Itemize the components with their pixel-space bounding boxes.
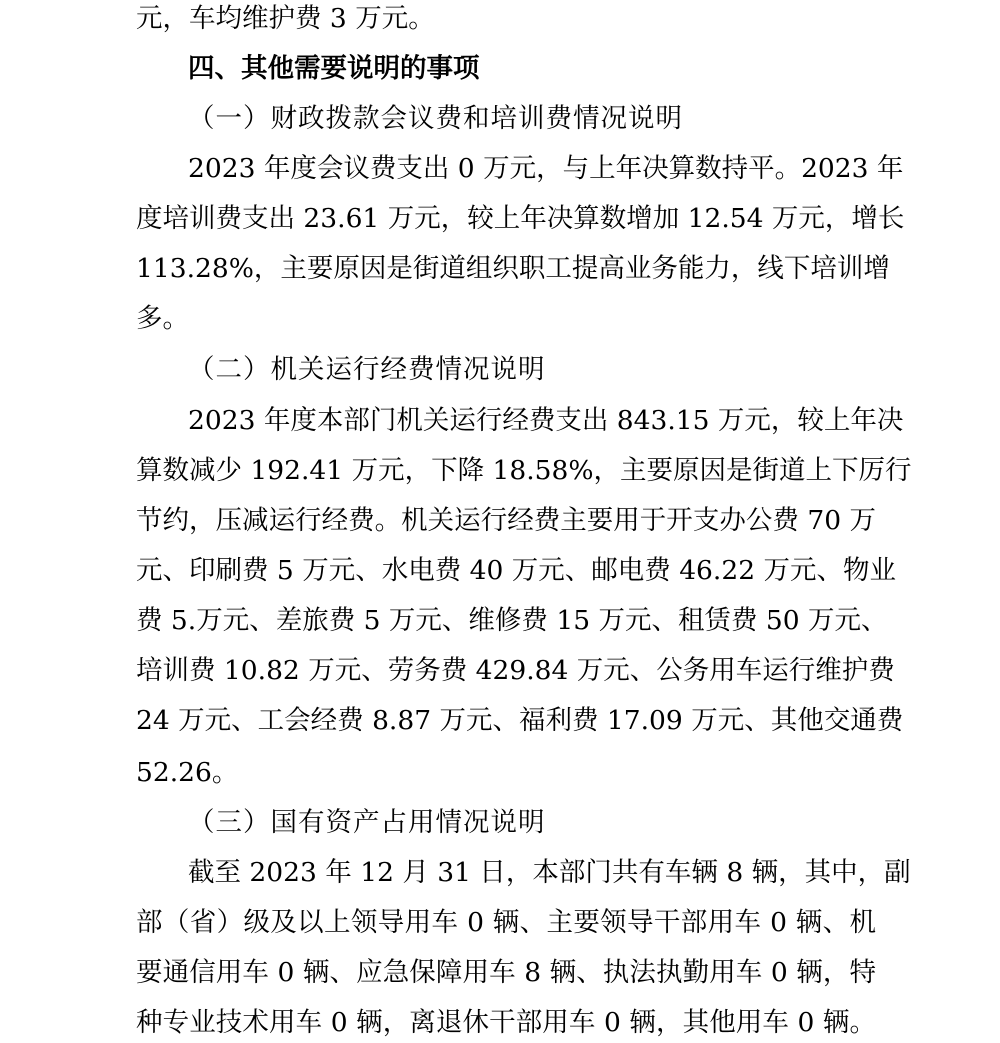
text-line-6: 113.28%，主要原因是街道组织职工提高业务能力，线下培训增 — [136, 253, 890, 284]
text-line-11: 节约，压减运行经费。机关运行经费主要用于开支办公费 70 万 — [136, 505, 876, 536]
text-line-1: 元，车均维护费 3 万元。 — [136, 3, 435, 34]
subheading-meeting-training-fees: （一）财政拨款会议费和培训费情况说明 — [188, 103, 683, 134]
text-line-13: 费 5.万元、差旅费 5 万元、维修费 15 万元、租赁费 50 万元、 — [136, 605, 888, 636]
text-line-14: 培训费 10.82 万元、劳务费 429.84 万元、公务用车运行维护费 — [136, 655, 895, 686]
subheading-operating-funds: （二）机关运行经费情况说明 — [188, 354, 546, 385]
text-line-5: 度培训费支出 23.61 万元，较上年决算数增加 12.54 万元，增长 — [136, 203, 905, 234]
subheading-state-assets: （三）国有资产占用情况说明 — [188, 807, 546, 838]
text-line-16: 52.26。 — [136, 757, 239, 788]
text-line-21: 种专业技术用车 0 辆，离退休干部用车 0 辆，其他用车 0 辆。 — [136, 1007, 876, 1038]
text-line-10: 算数减少 192.41 万元，下降 18.58%，主要原因是街道上下厉行 — [136, 455, 912, 486]
text-line-4: 2023 年度会议费支出 0 万元，与上年决算数持平。2023 年 — [188, 153, 904, 184]
text-line-19: 部（省）级及以上领导用车 0 辆、主要领导干部用车 0 辆、机 — [136, 907, 876, 938]
text-line-12: 元、印刷费 5 万元、水电费 40 万元、邮电费 46.22 万元、物业 — [136, 555, 896, 586]
text-line-9: 2023 年度本部门机关运行经费支出 843.15 万元，较上年决 — [188, 405, 904, 436]
text-line-20: 要通信用车 0 辆、应急保障用车 8 辆、执法执勤用车 0 辆，特 — [136, 957, 876, 988]
text-line-15: 24 万元、工会经费 8.87 万元、福利费 17.09 万元、其他交通费 — [136, 705, 904, 736]
text-line-7: 多。 — [136, 303, 189, 334]
section-heading-other-matters: 四、其他需要说明的事项 — [188, 53, 480, 84]
text-line-18: 截至 2023 年 12 月 31 日，本部门共有车辆 8 辆，其中，副 — [188, 857, 911, 888]
